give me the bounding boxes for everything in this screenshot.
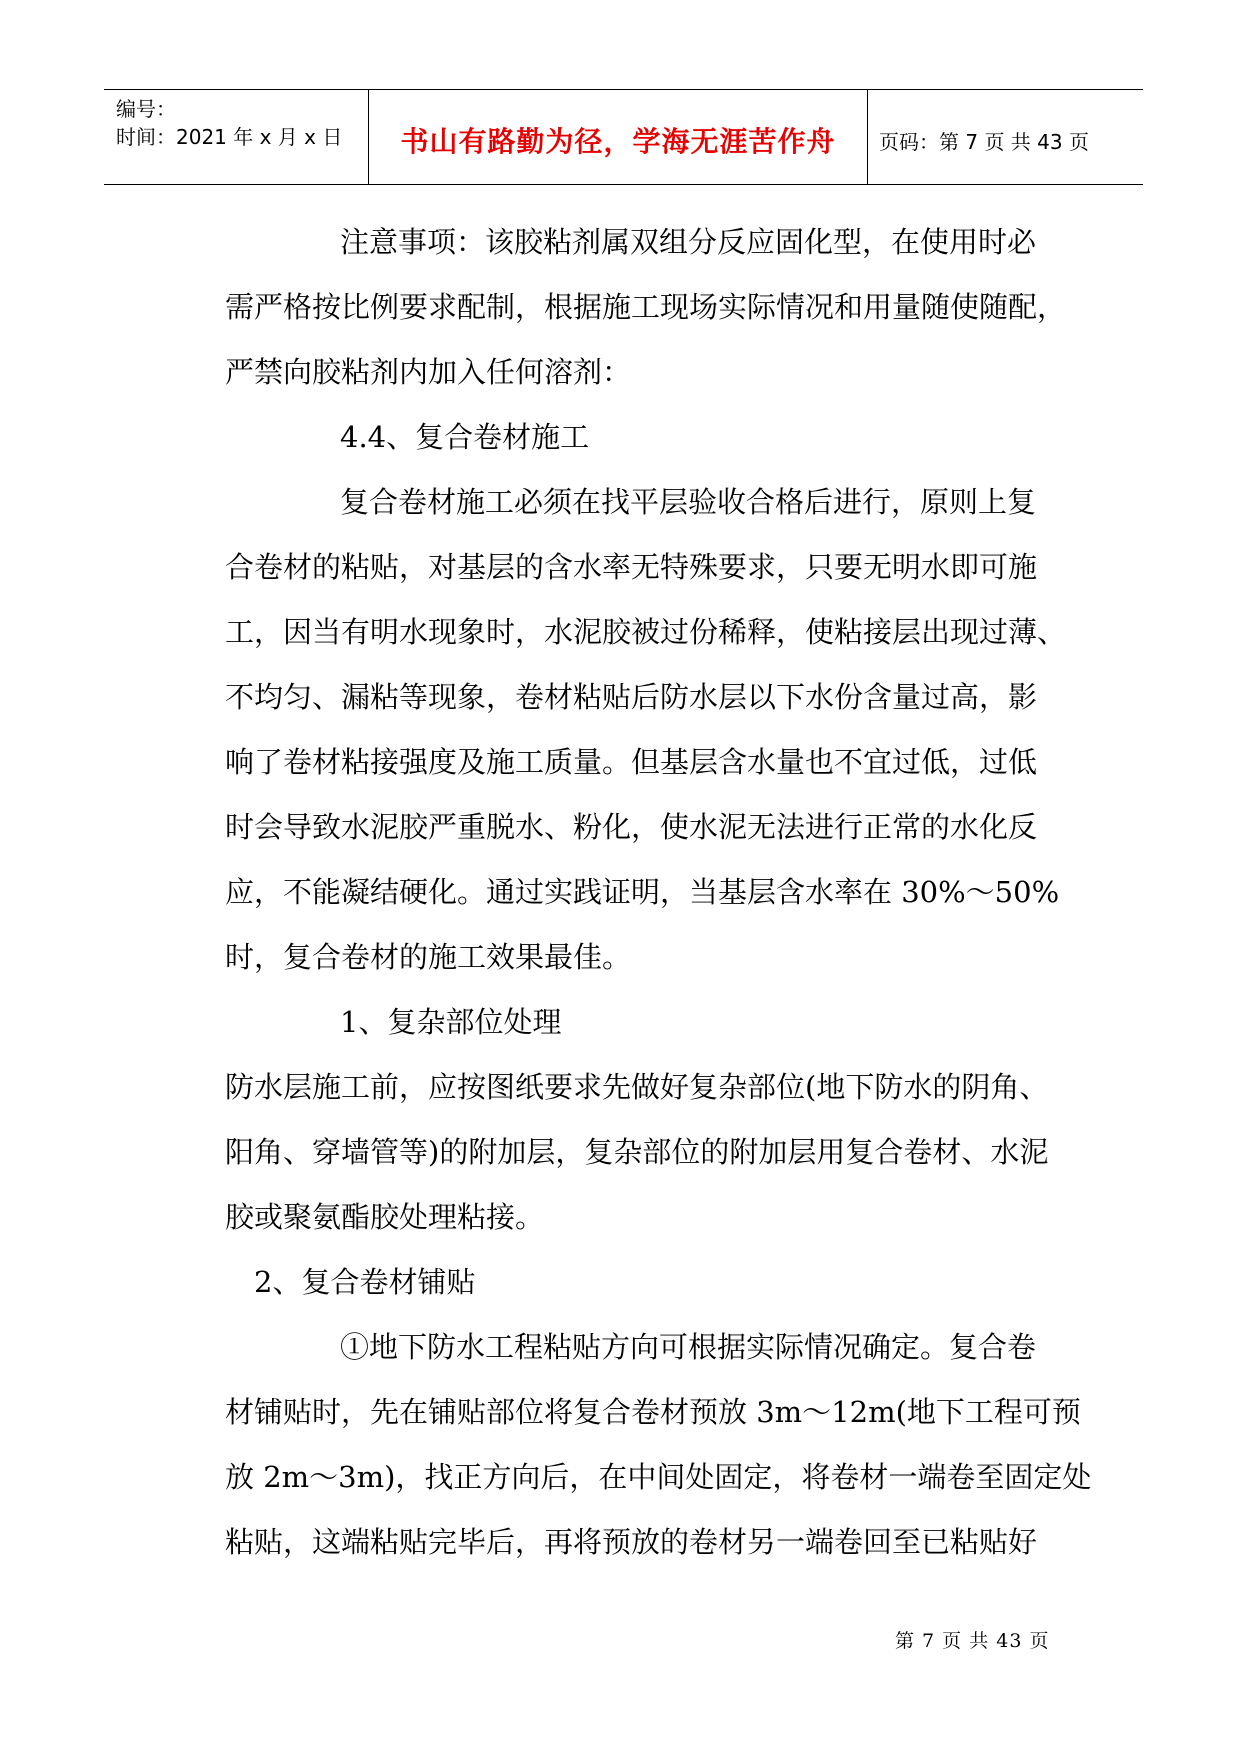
page-header — [104, 89, 1143, 185]
body-line: ①地下防水工程粘贴方向可根据实际情况确定。复合卷 — [340, 1330, 1037, 1364]
header-motto-cell — [368, 90, 868, 184]
body-line: 材铺贴时，先在铺贴部位将复合卷材预放 3m～12m(地下工程可预 — [225, 1395, 1081, 1429]
body-line: 注意事项：该胶粘剂属双组分反应固化型，在使用时必 — [340, 225, 1037, 259]
body-line: 工，因当有明水现象时，水泥胶被过份稀释，使粘接层出现过薄、 — [225, 615, 1067, 649]
header-motto: 书山有路勤为径，学海无涯苦作舟 — [400, 125, 836, 158]
header-meta-cell — [104, 90, 368, 184]
header-page-cell — [867, 90, 1143, 184]
body-line: 响了卷材粘接强度及施工质量。但基层含水量也不宜过低，过低 — [225, 745, 1038, 779]
body-line: 需严格按比例要求配制，根据施工现场实际情况和用量随使随配， — [225, 290, 1067, 324]
body-line: 放 2m～3m)，找正方向后，在中间处固定，将卷材一端卷至固定处 — [225, 1460, 1092, 1494]
body-line: 不均匀、漏粘等现象，卷材粘贴后防水层以下水份含量过高，影 — [225, 680, 1038, 714]
body-line: 严禁向胶粘剂内加入任何溶剂： — [225, 355, 632, 389]
body-line: 胶或聚氨酯胶处理粘接。 — [225, 1200, 545, 1234]
body-line: 阳角、穿墙管等)的附加层，复杂部位的附加层用复合卷材、水泥 — [225, 1135, 1049, 1169]
body-line: 时会导致水泥胶严重脱水、粉化，使水泥无法进行正常的水化反 — [225, 810, 1038, 844]
header-page-info: 页码：第 7 页 共 43 页 — [879, 130, 1089, 154]
body-line: 粘贴，这端粘贴完毕后，再将预放的卷材另一端卷回至已粘贴好 — [225, 1525, 1038, 1559]
body-line: 防水层施工前，应按图纸要求先做好复杂部位(地下防水的阴角、 — [225, 1070, 1049, 1104]
footer-page-number: 第 7 页 共 43 页 — [895, 1630, 1050, 1652]
section-heading: 2、复合卷材铺贴 — [254, 1265, 476, 1299]
body-line: 合卷材的粘贴，对基层的含水率无特殊要求，只要无明水即可施 — [225, 550, 1038, 584]
body-line: 时，复合卷材的施工效果最佳。 — [225, 940, 632, 974]
body-line: 复合卷材施工必须在找平层验收合格后进行，原则上复 — [340, 485, 1037, 519]
document-number-label: 编号： — [116, 97, 176, 121]
body-line: 应，不能凝结硬化。通过实践证明，当基层含水率在 30%～50% — [225, 875, 1060, 909]
document-time-label: 时间：2021 年 x 月 x 日 — [116, 125, 343, 149]
section-heading: 1、复杂部位处理 — [340, 1005, 562, 1039]
section-heading: 4.4、复合卷材施工 — [340, 420, 590, 454]
